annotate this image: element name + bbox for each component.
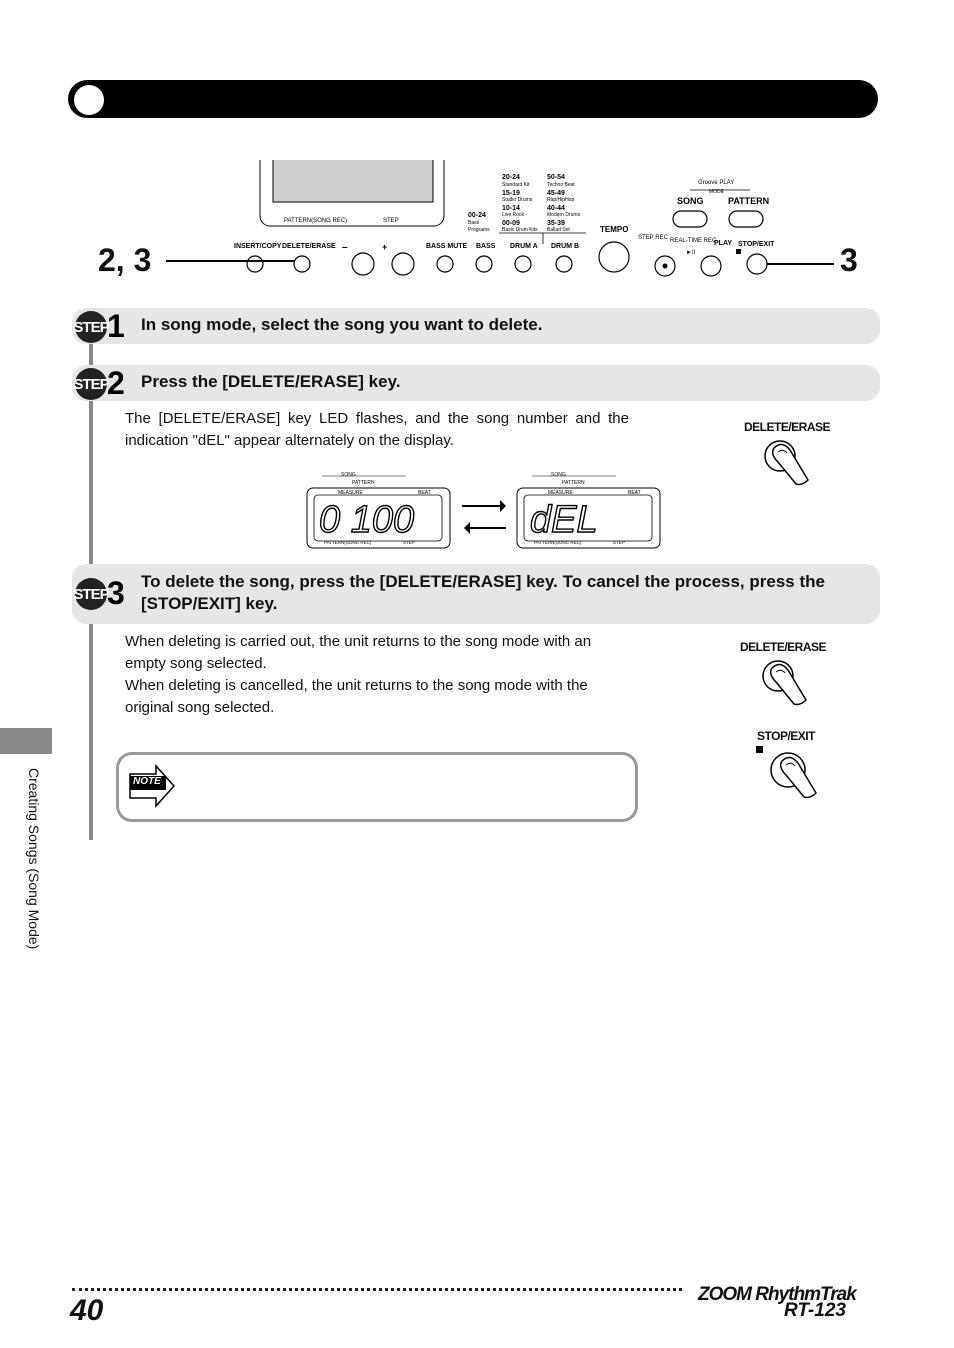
brand-model: RT-123: [784, 1300, 846, 1321]
chapter-label: Creating Songs (Song Mode): [26, 768, 42, 950]
chapter-tab: [0, 728, 52, 754]
step3-number: 3: [107, 575, 125, 611]
kit-name: Live Rock: [502, 212, 524, 218]
panel-mode-label: MODE: [709, 189, 724, 195]
step1-badge-icon: STEP: [75, 311, 107, 343]
delete-erase-button[interactable]: [294, 256, 310, 272]
bass-button[interactable]: [476, 256, 492, 272]
insert-copy-button[interactable]: [247, 256, 263, 272]
kit-range: 10-14: [502, 205, 520, 212]
callout-right: 3: [840, 242, 858, 278]
kit-name: Rap/HipHop: [547, 197, 575, 203]
panel-tempo-label: TEMPO: [600, 225, 629, 234]
play-button[interactable]: [701, 256, 721, 276]
panel-real-time-rec-label: REAL-TIME REC: [670, 238, 717, 244]
kit-range: 00-09: [502, 220, 520, 227]
disp-a-song-label: SONG: [341, 472, 356, 478]
footer-dotted-rule: [72, 1288, 682, 1294]
panel-delete-erase-label: DELETE/ERASE: [282, 243, 336, 250]
page-number: 40: [70, 1294, 104, 1327]
drum-b-button[interactable]: [556, 256, 572, 272]
disp-a-pattern-label: PATTERN: [352, 480, 375, 486]
minus-button[interactable]: [352, 253, 374, 275]
panel-play-pause-label: ►II: [686, 250, 696, 256]
step2-number: 2: [107, 365, 125, 401]
disp-b-step: STEP: [613, 540, 625, 545]
step1-text: In song mode, select the song you want to delete.: [141, 315, 543, 334]
display-illustrations: [300, 466, 670, 552]
step3-body: When deleting is carried out, the unit returns to the song mode with an empty song selected. When deleting is cancelled, the unit returns to the song mode with the original song selected.: [125, 633, 592, 716]
disp-b-value: dEL: [530, 499, 598, 541]
disp-b-song-label: SONG: [551, 472, 566, 478]
note-label: NOTE: [133, 776, 161, 787]
step2-body: The [DELETE/ERASE] key LED flashes, and the song number and the indication "dEL" appear alternately on the display.: [125, 410, 629, 449]
panel-step-rec-label: STEP REC: [638, 235, 668, 241]
note-box: [116, 752, 638, 822]
disp-a-pattern-song-rec: PATTERN(SONG REC): [324, 540, 372, 545]
delete-erase-key-label: DELETE/ERASE: [744, 420, 831, 434]
plus-button[interactable]: [392, 253, 414, 275]
panel-drum-a-label: DRUM A: [510, 243, 538, 250]
disp-a-step: STEP: [403, 540, 415, 545]
stop-exit-key-label: STOP/EXIT: [757, 729, 815, 743]
bass-name-1: Bass: [468, 220, 480, 226]
step2-text: Press the [DELETE/ERASE] key.: [141, 372, 401, 391]
panel-groove-play-label: Groove PLAY: [698, 180, 735, 186]
kit-name: Studio Drums: [502, 197, 533, 203]
disp-a-beat-label: BEAT: [418, 490, 431, 496]
panel-pattern-key-label: PATTERN: [728, 196, 770, 206]
disp-b-measure-label: MEASURE: [548, 490, 573, 496]
panel-plus-label: +: [382, 242, 388, 252]
panel-minus-label: –: [342, 242, 348, 253]
panel-insert-copy-label: INSERT/COPY: [234, 243, 282, 250]
section-title-bar: [68, 80, 878, 118]
panel-display-screen: [273, 160, 433, 202]
kit-range: 45-49: [547, 190, 565, 197]
kit-name: Techno Beat: [547, 182, 575, 188]
step3-text: To delete the song, press the [DELETE/ERASE] key. To cancel the process, press the [STOP/EXIT] key.: [141, 572, 825, 613]
step1-number: 1: [107, 308, 125, 344]
disp-a-value: 0 100: [319, 499, 415, 541]
bass-mute-button[interactable]: [437, 256, 453, 272]
song-key-button[interactable]: [673, 211, 707, 227]
bass-name-2: Programs: [468, 227, 490, 233]
step2-badge-icon: STEP: [75, 368, 107, 400]
tempo-button[interactable]: [599, 242, 629, 272]
disp-b-pattern-label: PATTERN: [562, 480, 585, 486]
panel-pattern-label: PATTERN(SONG REC): [284, 218, 348, 224]
panel-bass-label: BASS: [476, 243, 496, 250]
finger-press-delete-icon: [756, 436, 816, 492]
kit-name: Ballad Set: [547, 227, 570, 233]
disp-b-beat-label: BEAT: [628, 490, 641, 496]
front-panel-diagram: [0, 160, 954, 290]
panel-play-label: PLAY: [714, 240, 733, 247]
panel-step-label: STEP: [383, 218, 399, 224]
disp-b-pattern-song-rec: PATTERN(SONG REC): [534, 540, 582, 545]
bass-range: 00-24: [468, 212, 486, 219]
kit-range: 50-54: [547, 174, 565, 181]
title-bullet-icon: [74, 85, 104, 115]
panel-drum-b-label: DRUM B: [551, 243, 579, 250]
kit-range: 15-19: [502, 190, 520, 197]
finger-press-stop-icon: [762, 746, 822, 802]
kit-name: Standard Kit: [502, 182, 530, 188]
panel-bass-mute-label: BASS MUTE: [426, 243, 468, 250]
kit-range: 40-44: [547, 205, 565, 212]
step3-badge-icon: STEP: [75, 578, 107, 610]
panel-stop-exit-label: STOP/EXIT: [738, 241, 775, 248]
finger-press-delete-icon-2: [754, 656, 814, 712]
disp-a-measure-label: MEASURE: [338, 490, 363, 496]
delete-erase-key-label-2: DELETE/ERASE: [740, 640, 827, 654]
kit-name: Modern Drums: [547, 212, 581, 218]
callout-left: 2, 3: [98, 242, 152, 278]
brand-name: ZOOM RhythmTrak: [698, 1284, 856, 1305]
kit-name: Basic Drum Kits: [502, 227, 538, 233]
kit-range: 20-24: [502, 174, 520, 181]
stop-exit-button[interactable]: [747, 254, 767, 274]
drum-a-button[interactable]: [515, 256, 531, 272]
panel-song-label: SONG: [677, 196, 704, 206]
kit-range: 35-39: [547, 220, 565, 227]
pattern-key-button[interactable]: [729, 211, 763, 227]
